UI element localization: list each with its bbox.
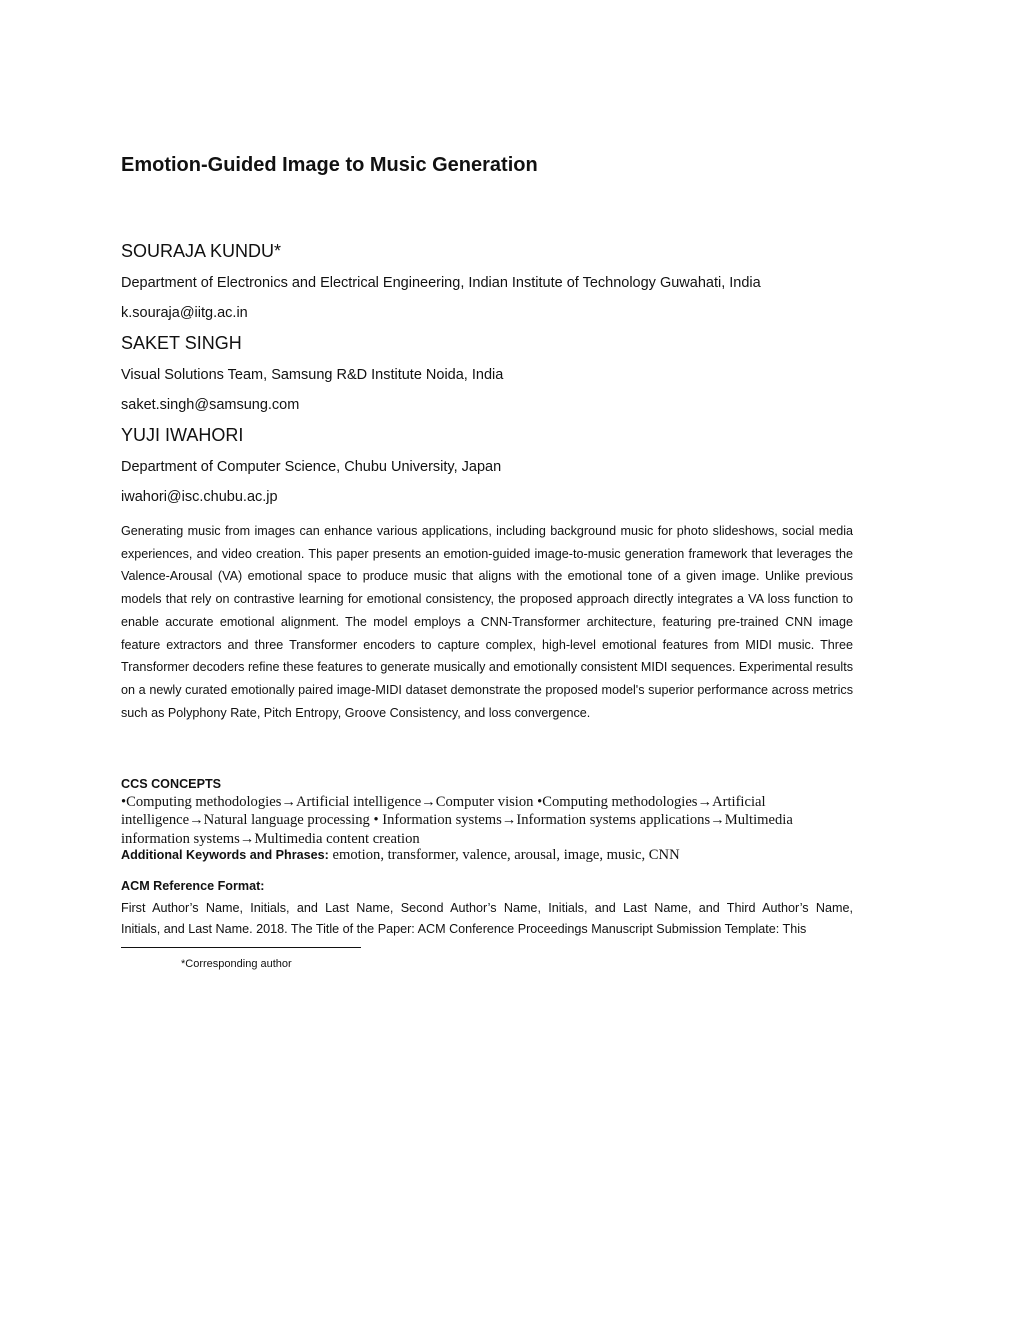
acm-reference [121, 898, 853, 939]
ccs-concepts [121, 793, 861, 848]
acm-reference-line-2: Initials, and Last Name. 2018. The Title of the Paper: ACM Conference Proceedings Manuscript Submission Template: This [121, 921, 807, 936]
footnote: *Corresponding author [181, 958, 292, 970]
author-affiliation-2: Visual Solutions Team, Samsung R&D Institute Noida, India [121, 367, 504, 383]
ccs-line-2: intelligence→Natural language processing • Information systems→Information systems applications→Multimedia [121, 812, 793, 829]
author-name-3: YUJI IWAHORI [121, 425, 244, 445]
author-email-2: saket.singh@samsung.com [121, 397, 300, 413]
acm-reference-line-1: First Author’s Name, Initials, and Last Name, Second Author’s Name, Initials, and Last Name, and Third Author’s Name, [121, 901, 853, 915]
ccs-line-1: •Computing methodologies→Artificial intelligence→Computer vision •Computing methodologies→Artificial [121, 794, 766, 810]
author-email-1: k.souraja@iitg.ac.in [121, 305, 248, 321]
keywords-label: Additional Keywords and Phrases: [121, 848, 329, 862]
ccs-heading: CCS CONCEPTS [121, 777, 222, 791]
author-affiliation-1: Department of Electronics and Electrical Engineering, Indian Institute of Technology Guwahati, India [121, 275, 761, 291]
paper-title: Emotion-Guided Image to Music Generation [121, 154, 538, 176]
keywords [121, 846, 680, 864]
footnote-rule [121, 947, 361, 948]
author-email-3: iwahori@isc.chubu.ac.jp [121, 489, 278, 505]
author-name-1: SOURAJA KUNDU* [121, 241, 282, 261]
acm-reference-heading: ACM Reference Format: [121, 879, 265, 893]
author-affiliation-3: Department of Computer Science, Chubu University, Japan [121, 459, 502, 475]
abstract: Generating music from images can enhance various applications, including background music for photo slideshows, social media experiences, and video creation. This paper presents an emotion-guided image-to-music generation framework that leverages the Valence-Arousal (VA) emotional space to produce music that aligns with the emotional tone of a given image. Unlike previous models that rely on contrastive learning for emotional consistency, the proposed approach directly integrates a VA loss function to enable accurate emotional alignment. The model employs a CNN-Transformer architecture, featuring pre-trained CNN image feature extractors and three Transformer encoders to capture complex, high-level emotional features from MIDI music. Three Transformer decoders refine these features to generate musically and emotionally consistent MIDI sequences. Experimental results on a newly curated emotionally paired image-MIDI dataset demonstrate the proposed model's superior performance across metrics such as Polyphony Rate, Pitch Entropy, Groove Consistency, and loss convergence. [121, 524, 853, 720]
author-name-2: SAKET SINGH [121, 333, 242, 353]
ccs-line-3: information systems→Multimedia content creation [121, 830, 420, 847]
keywords-value: emotion, transformer, valence, arousal, image, music, CNN [328, 847, 680, 863]
